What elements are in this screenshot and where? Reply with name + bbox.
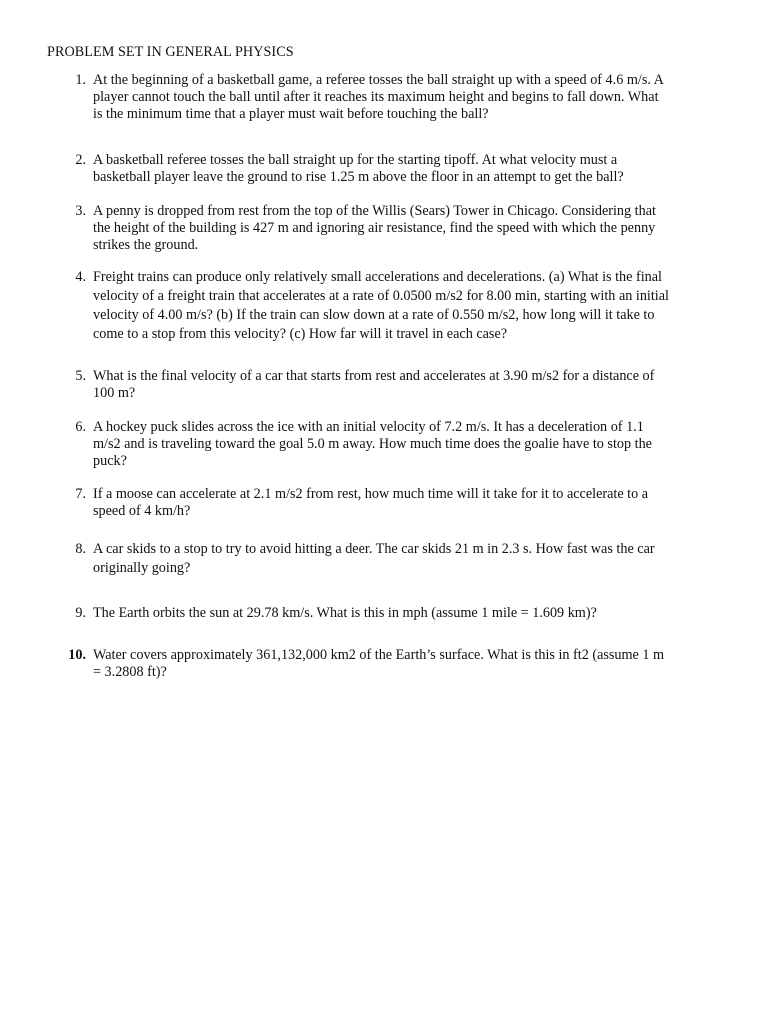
problem-text	[93, 541, 723, 577]
problem-text	[93, 152, 723, 186]
problem-line: velocity of a freight train that accelerates at a rate of 0.0500 m/s2 for 8.00 min, starting with an initial	[93, 288, 669, 304]
problem-line: basketball player leave the ground to rise 1.25 m above the floor in an attempt to get the ball?	[93, 169, 624, 185]
problem-text	[93, 269, 723, 343]
problem-line: 100 m?	[93, 385, 136, 401]
problem-line: speed of 4 km/h?	[93, 503, 191, 519]
problem-line: the height of the building is 427 m and ignoring air resistance, find the speed with which the penny	[93, 220, 656, 236]
problem-number: 8.	[75, 541, 86, 557]
problem-number: 9.	[75, 605, 86, 621]
problem-line: At the beginning of a basketball game, a referee tosses the ball straight up with a speed of 4.6 m/s. A	[93, 72, 664, 88]
problem-line: puck?	[93, 453, 127, 469]
problem-text	[93, 72, 723, 123]
problem-line: Freight trains can produce only relatively small accelerations and decelerations. (a) What is the final	[93, 269, 662, 285]
problem-text	[93, 605, 723, 622]
problem-line: What is the final velocity of a car that starts from rest and accelerates at 3.90 m/s2 for a distance of	[93, 368, 655, 384]
problem-number: 10.	[68, 647, 86, 663]
document-title: PROBLEM SET IN GENERAL PHYSICS	[47, 44, 294, 60]
problem-number: 6.	[75, 419, 86, 435]
problem-text	[93, 647, 723, 681]
problem-line: A hockey puck slides across the ice with an initial velocity of 7.2 m/s. It has a deceleration of 1.1	[93, 419, 644, 435]
problem-number: 4.	[75, 269, 86, 285]
problem-line: = 3.2808 ft)?	[93, 664, 167, 680]
problem-line: A car skids to a stop to try to avoid hitting a deer. The car skids 21 m in 2.3 s. How fast was the car	[93, 541, 655, 557]
problem-line: A penny is dropped from rest from the top of the Willis (Sears) Tower in Chicago. Considering that	[93, 203, 656, 219]
problem-number: 1.	[75, 72, 86, 88]
problem-number: 7.	[75, 486, 86, 502]
problem-number: 3.	[75, 203, 86, 219]
problem-line: m/s2 and is traveling toward the goal 5.0 m away. How much time does the goalie have to stop the	[93, 436, 652, 452]
problem-line: come to a stop from this velocity? (c) How far will it travel in each case?	[93, 326, 508, 342]
problem-number: 5.	[75, 368, 86, 384]
problem-text	[93, 368, 723, 402]
problem-line: is the minimum time that a player must wait before touching the ball?	[93, 106, 489, 122]
problem-line: player cannot touch the ball until after it reaches its maximum height and begins to fall down. What	[93, 89, 659, 105]
problem-line: velocity of 4.00 m/s? (b) If the train can slow down at a rate of 0.550 m/s2, how long will it take to	[93, 307, 655, 323]
problem-text	[93, 203, 723, 254]
problem-text	[93, 486, 723, 520]
problem-line: If a moose can accelerate at 2.1 m/s2 from rest, how much time will it take for it to accelerate to a	[93, 486, 649, 502]
problem-line: originally going?	[93, 560, 191, 576]
problem-line: A basketball referee tosses the ball straight up for the starting tipoff. At what velocity must a	[93, 152, 618, 168]
problem-number: 2.	[75, 152, 86, 168]
problem-line: strikes the ground.	[93, 237, 199, 253]
problem-text	[93, 419, 723, 470]
problem-line: Water covers approximately 361,132,000 km2 of the Earth’s surface. What is this in ft2 (assume 1 m	[93, 647, 665, 663]
problem-line: The Earth orbits the sun at 29.78 km/s. What is this in mph (assume 1 mile = 1.609 km)?	[93, 605, 597, 621]
